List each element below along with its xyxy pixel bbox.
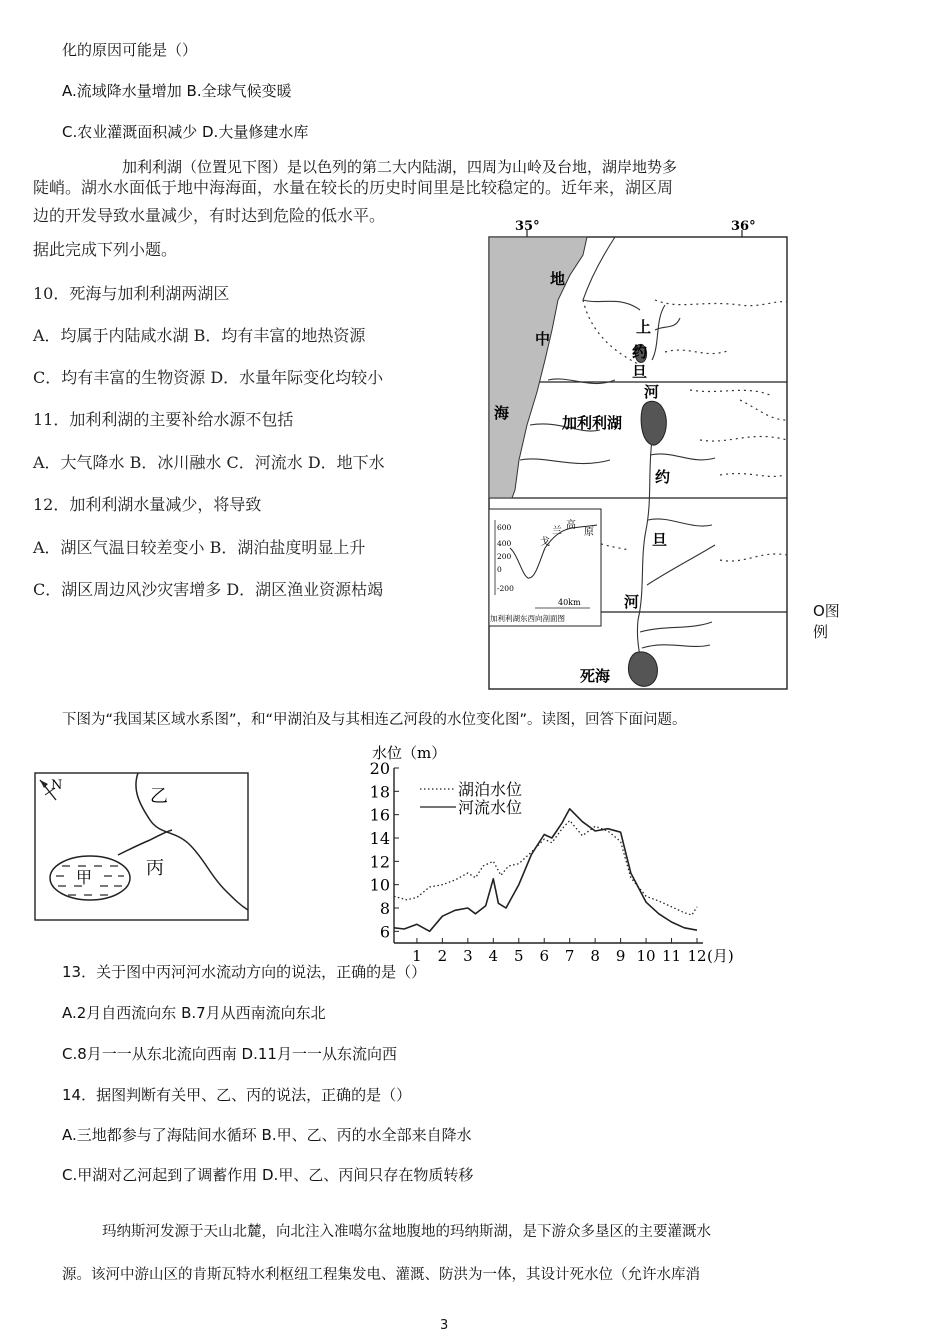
intro-manas-line2: 源。该河中游山区的肯斯瓦特水利枢纽工程集发电、灌溉、防洪为一体，其设计死水位（允许水库消 — [62, 1267, 700, 1283]
upper-river-char-4: 河 — [644, 383, 660, 401]
map1-lon-left: 35° — [515, 219, 540, 234]
legend-note — [813, 601, 840, 643]
river-bing-label: 丙 — [146, 858, 164, 879]
sea-char-1: 地 — [550, 270, 566, 288]
x-tick-label: 11 — [661, 947, 682, 965]
inset-profile — [489, 509, 601, 626]
inset-tick-0: 0 — [497, 565, 502, 574]
y-tick-label: 20 — [369, 759, 390, 778]
q14-stem: 14．据图判断有关甲、乙、丙的说法，正确的是（） — [62, 1086, 412, 1104]
y-tick-label: 6 — [379, 922, 390, 942]
y-tick-label: 14 — [369, 829, 390, 848]
sea-char-2: 中 — [535, 330, 551, 348]
dead-sea-label: 死海 — [580, 667, 611, 685]
lower-river-char-2: 旦 — [652, 531, 668, 549]
legend-river: 河流水位 — [458, 798, 523, 817]
x-tick-label: 8 — [590, 947, 600, 965]
inset-tick-minus200: -200 — [497, 584, 514, 593]
intro-galilee-line4: 据此完成下列小题。 — [33, 240, 178, 259]
inset-scale: 40km — [558, 598, 581, 607]
inset-label-gao: 高 — [566, 520, 576, 531]
x-tick-label: 12 — [687, 947, 707, 965]
inset-tick-400: 400 — [497, 539, 512, 548]
x-tick-label: 9 — [615, 947, 626, 965]
y-tick-label: 10 — [369, 875, 390, 895]
x-axis-unit: (月) — [707, 947, 734, 965]
x-tick-label: 3 — [463, 947, 473, 965]
q14-options-cd: C.甲湖对乙河起到了调蓄作用 D.甲、乙、丙间只存在物质转移 — [62, 1166, 474, 1184]
x-tick-label: 4 — [488, 947, 499, 965]
q10-options-cd: C．均有丰富的生物资源 D．水量年际变化均较小 — [33, 368, 384, 387]
legend-note-line2: 例 — [813, 623, 829, 641]
lower-river-char-3: 河 — [624, 593, 640, 611]
q13-options-cd: C.8月一一从东北流向西南 D.11月一一从东流向西 — [62, 1045, 397, 1063]
intro-manas-line1: 玛纳斯河发源于天山北麓，向北注入准噶尔盆地腹地的玛纳斯湖，是下游众多垦区的主要灌溉水 — [102, 1224, 711, 1240]
x-tick-label: 2 — [437, 947, 448, 965]
page-number: 3 — [440, 1318, 449, 1333]
chart-legend — [420, 780, 522, 817]
q10-stem: 10．死海与加利利湖两湖区 — [33, 284, 230, 303]
legend-lake: 湖泊水位 — [458, 780, 523, 799]
river-yi-label: 乙 — [150, 786, 168, 807]
y-tick-label: 8 — [379, 899, 390, 918]
inset-label-ge: 戈 — [540, 537, 550, 548]
upper-river-char-2: 约 — [632, 343, 648, 361]
x-tick-label: 7 — [564, 947, 575, 965]
galilee-lake — [641, 401, 666, 445]
water-level-chart — [360, 738, 750, 966]
inset-caption: 加利利湖东西向剖面图 — [490, 614, 565, 623]
y-tick-label: 12 — [369, 852, 390, 872]
x-tick-label: 5 — [513, 947, 524, 965]
y-tick-label: 18 — [369, 782, 390, 802]
lake-jia-label: 甲 — [76, 868, 93, 887]
inset-tick-600: 600 — [497, 523, 512, 532]
inset-label-yuan: 原 — [584, 527, 594, 538]
q11-options: A．大气降水 B．冰川融水 C．河流水 D．地下水 — [33, 453, 385, 472]
chart-ylabel: 水位（m） — [372, 744, 447, 762]
upper-river-char-3: 旦 — [632, 363, 648, 381]
dead-sea — [628, 652, 657, 686]
intro-galilee-line2: 陡峭。湖水水面低于地中海海面，水量在较长的历史时间里是比较稳定的。近年来，湖区周 — [33, 178, 674, 197]
q13-options-ab: A.2月自西流向东 B.7月从西南流向东北 — [62, 1004, 326, 1022]
q12-stem: 12．加利利湖水量减少，将导致 — [33, 495, 262, 514]
intro-water-system: 下图为“我国某区域水系图”，和“甲湖泊及与其相连乙河段的水位变化图”。读图，回答下面问题。 — [62, 712, 687, 728]
x-tick-label: 1 — [412, 947, 422, 965]
q13-stem: 13．关于图中丙河河水流动方向的说法，正确的是（） — [62, 963, 427, 981]
q14-options-ab: A.三地都参与了海陆间水循环 B.甲、乙、丙的水全部来自降水 — [62, 1126, 472, 1144]
water-system-map — [30, 768, 255, 928]
q11-stem: 11．加利利湖的主要补给水源不包括 — [33, 410, 294, 429]
galilee-map — [470, 212, 800, 694]
lower-river-char-1: 约 — [655, 468, 671, 486]
q12-options-cd: C．湖区周边风沙灾害增多 D．湖区渔业资源枯竭 — [33, 580, 384, 599]
x-tick-label: 6 — [539, 947, 550, 965]
q9-options-ab: A.流域降水量增加 B.全球气候变暖 — [62, 82, 292, 100]
map1-lon-right: 36° — [731, 219, 756, 234]
upper-river-char-1: 上 — [636, 318, 652, 336]
intro-galilee-line3: 边的开发导致水量减少，有时达到危险的低水平。 — [33, 206, 386, 225]
lake-galilee-label: 加利利湖 — [562, 414, 623, 432]
y-tick-label: 16 — [369, 805, 390, 825]
inset-label-lan: 兰 — [552, 526, 562, 537]
north-label: N — [51, 778, 63, 793]
q12-options-ab: A．湖区气温日较差变小 B．湖泊盐度明显上升 — [33, 538, 366, 557]
q10-options-ab: A．均属于内陆咸水湖 B．均有丰富的地热资源 — [33, 326, 366, 345]
sea-char-3: 海 — [494, 404, 510, 422]
inset-tick-200: 200 — [497, 552, 512, 561]
river-level-line — [394, 809, 697, 932]
q9-stem-tail: 化的原因可能是（） — [62, 41, 198, 59]
x-tick-label: 10 — [636, 947, 656, 965]
intro-galilee-line1: 加利利湖（位置见下图）是以色列的第二大内陆湖，四周为山岭及台地，湖岸地势多 — [122, 158, 678, 176]
q9-options-cd: C.农业灌溉面积减少 D.大量修建水库 — [62, 123, 309, 141]
legend-note-line1: O图 — [813, 602, 840, 620]
